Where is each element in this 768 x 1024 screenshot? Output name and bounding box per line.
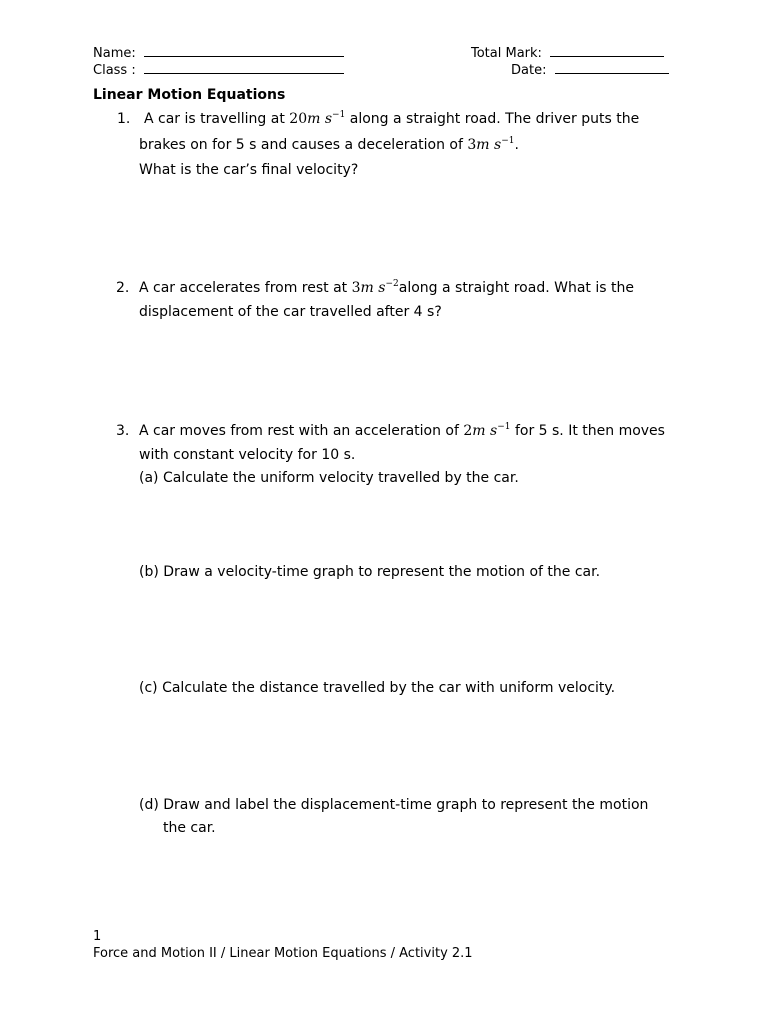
total-mark-blank-line <box>550 45 664 57</box>
date-label: Date: <box>511 63 547 78</box>
q2-line2: displacement of the car travelled after 4 s? <box>139 304 442 320</box>
q2-acceleration-value: 3m $s^{-2}$ <box>351 279 399 296</box>
name-label: Name: <box>93 46 136 61</box>
date-field <box>511 62 669 78</box>
q3-part-a: (a) Calculate the uniform velocity travelled by the car. <box>139 470 519 486</box>
q3-part-b: (b) Draw a velocity-time graph to represent the motion of the car. <box>139 564 601 580</box>
q3-part-d-line1: (d) Draw and label the displacement-time graph to represent the motion <box>139 797 649 813</box>
class-field <box>93 62 344 78</box>
footer-text: Force and Motion II / Linear Motion Equations / Activity 2.1 <box>93 946 473 961</box>
q1-speed-value: 20m $s^{-1}$ <box>289 110 346 127</box>
page-number: 1 <box>93 929 102 944</box>
q3-line2: with constant velocity for 10 s. <box>139 447 356 463</box>
name-field <box>93 45 344 61</box>
total-mark-label: Total Mark: <box>471 46 542 61</box>
q3-line1: A car moves from rest with an acceleration of 2m $s^{-1}$ for 5 s. It then moves <box>139 422 665 439</box>
name-blank-line <box>144 45 344 57</box>
q3-number: 3. <box>116 423 130 439</box>
q3-part-d-line2: the car. <box>163 820 216 836</box>
q1-line1: A car is travelling at 20m $s^{-1}$ along a straight road. The driver puts the <box>144 110 640 127</box>
q2-number: 2. <box>116 280 130 296</box>
q2-line1: A car accelerates from rest at 3m $s^{-2}along$ a straight road. What is the <box>139 279 634 296</box>
q3-acceleration-value: 2m $s^{-1}$ <box>463 422 511 439</box>
total-mark-field <box>471 45 664 61</box>
q1-number: 1. <box>117 111 131 127</box>
class-label: Class : <box>93 63 136 78</box>
date-blank-line <box>555 62 669 74</box>
q1-deceleration-value: 3m $s^{-1}$ <box>467 136 515 153</box>
q1-line3: What is the car’s final velocity? <box>139 162 359 178</box>
page-title: Linear Motion Equations <box>93 87 286 103</box>
q1-line2: brakes on for 5 s and causes a deceleration of 3m $s^{-1}$. <box>139 136 519 153</box>
class-blank-line <box>144 62 344 74</box>
q3-part-c: (c) Calculate the distance travelled by the car with uniform velocity. <box>139 680 616 696</box>
